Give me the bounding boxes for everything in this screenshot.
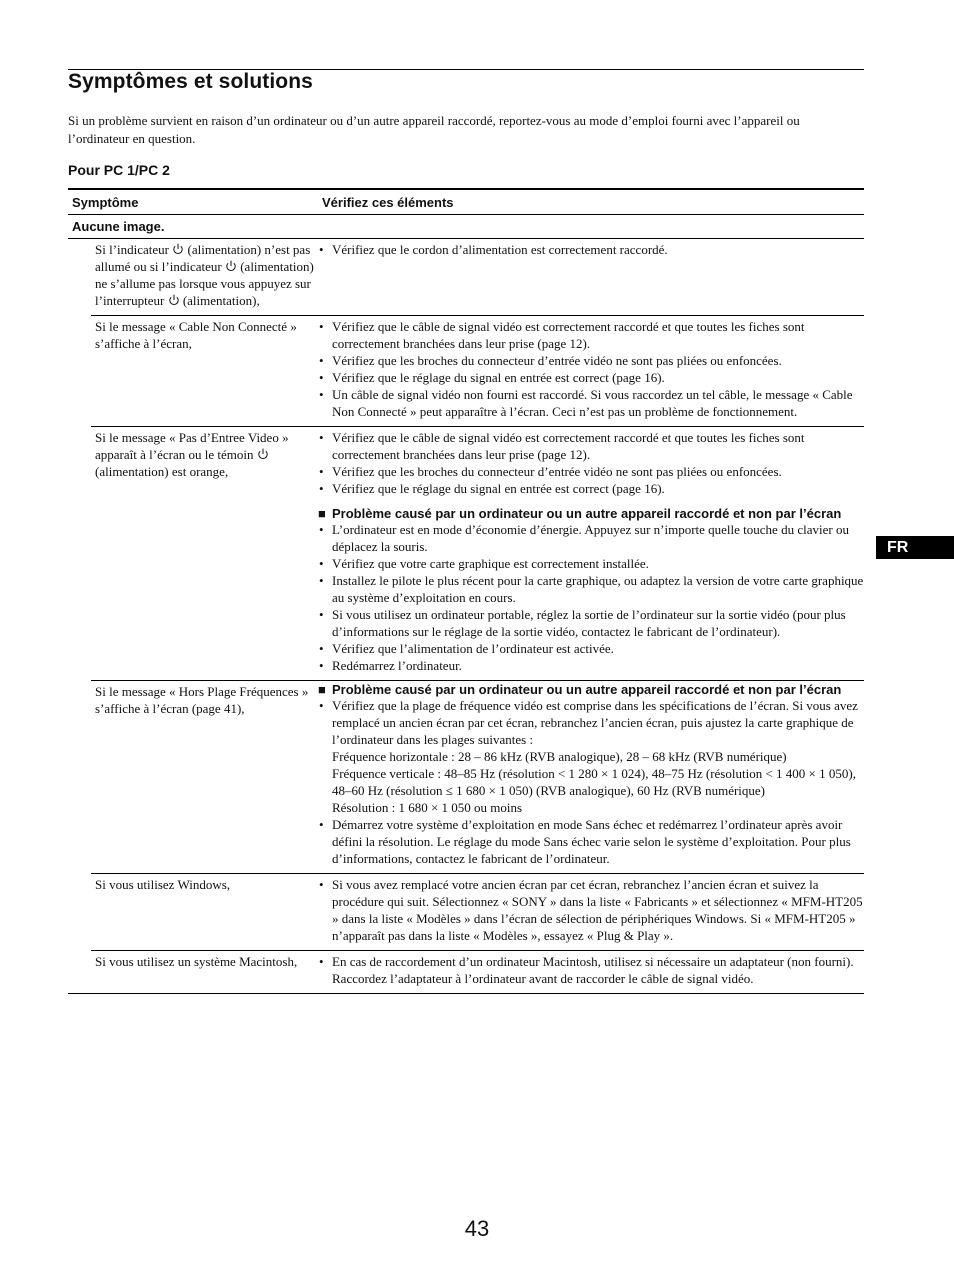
list-item: • Démarrez votre système d’exploitation en mode Sans échec et redémarrez l’ordinateur après avoir défini la résolution. Le réglage du mode Sans échec varie selon le système d’exploitation. Pour plus d’informations, contactez le fabricant de l’ordinateur.	[318, 816, 864, 867]
column-header-symptom: Symptôme	[72, 194, 139, 210]
symptom-text: (alimentation) n’est pas allumé ou si l’indicateur	[95, 242, 311, 274]
list-item: • Si vous utilisez un ordinateur portable, réglez la sortie de l’ordinateur sur la sortie vidéo (pour plus d’informations sur le réglage de la sortie vidéo, contactez le fabricant de l’ordinateur).	[318, 606, 864, 640]
list-item: • En cas de raccordement d’un ordinateur Macintosh, utilisez si nécessaire un adaptateur (non fourni). Raccordez l’adaptateur à l’ordinateur avant de raccorder le câble de signal vidéo.	[318, 953, 864, 987]
check-cell	[318, 316, 864, 426]
symptom-cell: Si vous utilisez Windows,	[95, 877, 231, 892]
square-bullet-icon: ■	[318, 682, 326, 697]
item-text: Vérifiez que la plage de fréquence vidéo est comprise dans les spécifications de l’écran. Si vous avez remplacé un ancien écran par cet écran, rebranchez l’ancien écran, puis ajustez la carte graphique de l’ordinateur dans les plages suivantes :	[332, 698, 858, 747]
list-item: • Redémarrez l’ordinateur.	[318, 657, 864, 674]
table-header	[68, 190, 864, 215]
language-tab: FR	[876, 536, 954, 559]
symptom-text: (alimentation) est orange,	[95, 464, 229, 479]
list-item: • Vérifiez que l’alimentation de l’ordinateur est activée.	[318, 640, 864, 657]
list-item: • Vérifiez que le réglage du signal en entrée est correct (page 16).	[318, 480, 864, 497]
column-header-check: Vérifiez ces éléments	[322, 194, 454, 210]
table-row	[91, 874, 864, 951]
sub-heading-text: Problème causé par un ordinateur ou un autre appareil raccordé et non par l’écran	[332, 506, 842, 521]
power-icon	[225, 260, 237, 272]
symptom-cell: Si le message « Cable Non Connecté » s’affiche à l’écran,	[95, 319, 297, 351]
list-item: • Vérifiez que le câble de signal vidéo est correctement raccordé et que toutes les fiches sont correctement branchées dans leur prise (page 12).	[318, 429, 864, 463]
symptom-cell	[91, 427, 318, 680]
resolution: Résolution : 1 680 × 1 050 ou moins	[332, 800, 523, 815]
list-item: • Installez le pilote le plus récent pour la carte graphique, ou adaptez la version de votre carte graphique au système d’exploitation en cours.	[318, 572, 864, 606]
list-item: • L’ordinateur est en mode d’économie d’énergie. Appuyez sur n’importe quelle touche du clavier ou déplacez la souris.	[318, 521, 864, 555]
check-cell	[318, 951, 864, 993]
list-item: • Un câble de signal vidéo non fourni est raccordé. Si vous raccordez un tel câble, le message « Cable Non Connecté » peut apparaître à l’écran. Ceci n’est pas un problème de fonctionnement.	[318, 386, 864, 420]
list-item	[318, 697, 864, 816]
symptom-text: (alimentation),	[179, 293, 260, 308]
frequency-vertical: Fréquence verticale : 48–85 Hz (résolution < 1 280 × 1 024), 48–75 Hz (résolution < 1 400 × 1 050), 48–60 Hz (résolution ≤ 1 680 × 1 050) (RVB analogique), 60 Hz (RVB numérique)	[332, 766, 856, 798]
sub-heading	[318, 507, 864, 521]
symptom-text: Si le message « Pas d’Entree Video » apparaît à l’écran ou le témoin	[95, 430, 289, 462]
page-title: Symptômes et solutions	[68, 70, 313, 93]
group-header: Aucune image.	[68, 215, 864, 239]
list-item: • Vérifiez que le réglage du signal en entrée est correct (page 16).	[318, 369, 864, 386]
table-row	[91, 427, 864, 681]
table-row	[91, 681, 864, 874]
table-row	[91, 316, 864, 427]
sub-heading	[318, 683, 864, 697]
check-cell	[318, 681, 864, 873]
list-item: • Vérifiez que les broches du connecteur d’entrée vidéo ne sont pas pliées ou enfoncées.	[318, 352, 864, 369]
list-item: • Vérifiez que les broches du connecteur d’entrée vidéo ne sont pas pliées ou enfoncées.	[318, 463, 864, 480]
table-row	[68, 951, 864, 994]
list-item: • Vérifiez que le câble de signal vidéo est correctement raccordé et que toutes les fiches sont correctement branchées dans leur prise (page 12).	[318, 318, 864, 352]
power-icon	[172, 243, 184, 255]
power-icon	[168, 294, 180, 306]
section-subtitle: Pour PC 1/PC 2	[68, 162, 170, 178]
intro-paragraph: Si un problème survient en raison d’un ordinateur ou d’un autre appareil raccordé, reportez-vous au mode d’emploi fourni avec l’appareil ou l’ordinateur en question.	[68, 113, 800, 146]
symptom-cell	[91, 239, 318, 315]
page-number: 43	[464, 1216, 490, 1241]
troubleshooting-table	[68, 188, 864, 994]
power-icon	[257, 448, 269, 460]
check-cell	[318, 427, 864, 680]
list-item: • Si vous avez remplacé votre ancien écran par cet écran, rebranchez l’ancien écran et suivez la procédure qui suit. Sélectionnez « SONY » dans la liste « Fabricants » et sélectionnez « MFM-HT205 » dans la liste « Modèles » dans l’écran de sélection de périphériques Windows. Si « MFM-HT205 » n’apparaît pas dans la liste « Modèles », essayez « Plug & Play ».	[318, 876, 864, 944]
sub-heading-text: Problème causé par un ordinateur ou un autre appareil raccordé et non par l’écran	[332, 682, 842, 697]
check-cell	[318, 239, 864, 315]
table-row	[91, 239, 864, 316]
list-item: • Vérifiez que votre carte graphique est correctement installée.	[318, 555, 864, 572]
symptom-cell: Si le message « Hors Plage Fréquences » s’affiche à l’écran (page 41),	[95, 684, 309, 716]
symptom-text: Si l’indicateur	[95, 242, 173, 257]
check-cell	[318, 874, 864, 950]
symptom-text: (alimentation) ne s’allume pas lorsque vous appuyez sur l’interrupteur	[95, 259, 314, 308]
symptom-cell: Si vous utilisez un système Macintosh,	[95, 954, 298, 969]
square-bullet-icon: ■	[318, 506, 326, 521]
frequency-horizontal: Fréquence horizontale : 28 – 86 kHz (RVB analogique), 28 – 68 kHz (RVB numérique)	[332, 749, 787, 764]
list-item: • Vérifiez que le cordon d’alimentation est correctement raccordé.	[318, 241, 864, 258]
